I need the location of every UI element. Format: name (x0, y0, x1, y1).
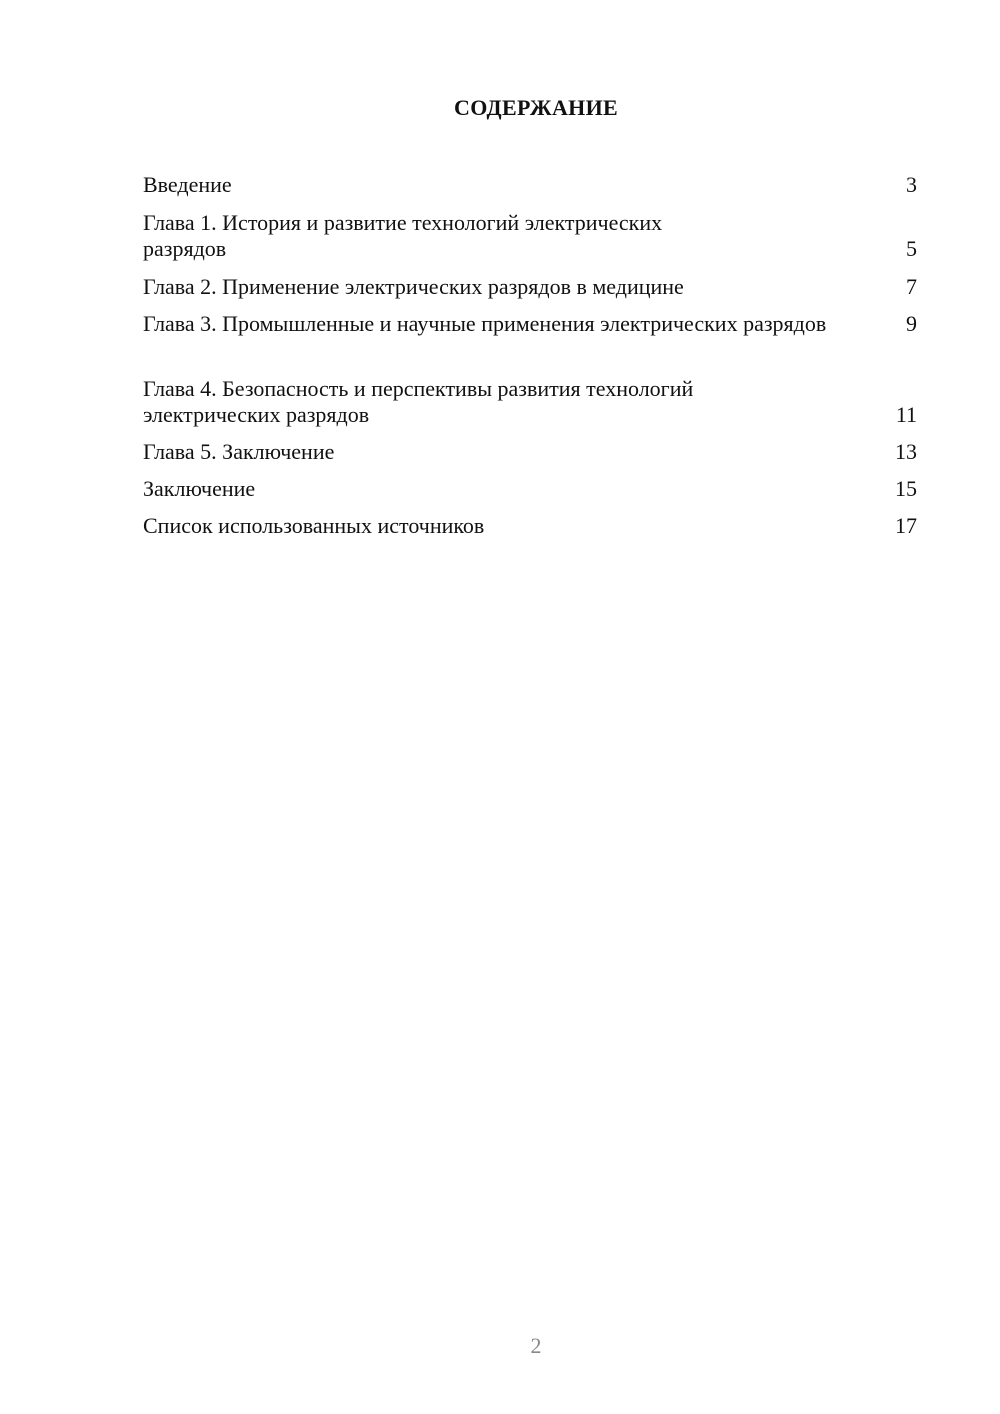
toc-entry-text: Заключение (143, 476, 256, 501)
toc-entry-text: Глава 3. Промышленные и научные применения электрических разрядов (143, 311, 827, 336)
toc-entry-text: Глава 2. Применение электрических разрядов в медицине (143, 274, 684, 299)
toc-entry-page: 5 (906, 236, 917, 261)
toc-entry-page: 13 (895, 439, 917, 464)
toc-entry-chapter-2 (143, 274, 919, 300)
toc-entry-text: Список использованных источников (143, 513, 485, 538)
toc-entry-page: 11 (895, 402, 917, 427)
toc-entry-conclusion (143, 476, 919, 502)
toc-entry-page: 3 (906, 172, 917, 197)
toc-entry-page: 9 (906, 311, 917, 336)
toc-entry-chapter-4 (143, 376, 919, 428)
toc-entry-page: 7 (906, 274, 917, 299)
toc-entry-chapter-5 (143, 439, 919, 465)
toc-entry-chapter-3 (143, 311, 919, 337)
toc-entry-references (143, 513, 919, 539)
toc-entry-text: Глава 5. Заключение (143, 439, 335, 464)
toc-entry-text: Глава 1. История и развитие технологий электрических разрядов (143, 210, 663, 261)
toc-entry-introduction (143, 172, 919, 198)
toc-entry-text: Введение (143, 172, 232, 197)
toc-entry-page: 17 (895, 513, 917, 538)
page-title: СОДЕРЖАНИЕ (454, 95, 618, 120)
toc-entry-chapter-1 (143, 210, 919, 262)
toc-entry-page: 15 (895, 476, 917, 501)
page-number: 2 (530, 1333, 542, 1358)
toc-entry-text: Глава 4. Безопасность и перспективы развития технологий электрических разрядов (143, 376, 694, 427)
